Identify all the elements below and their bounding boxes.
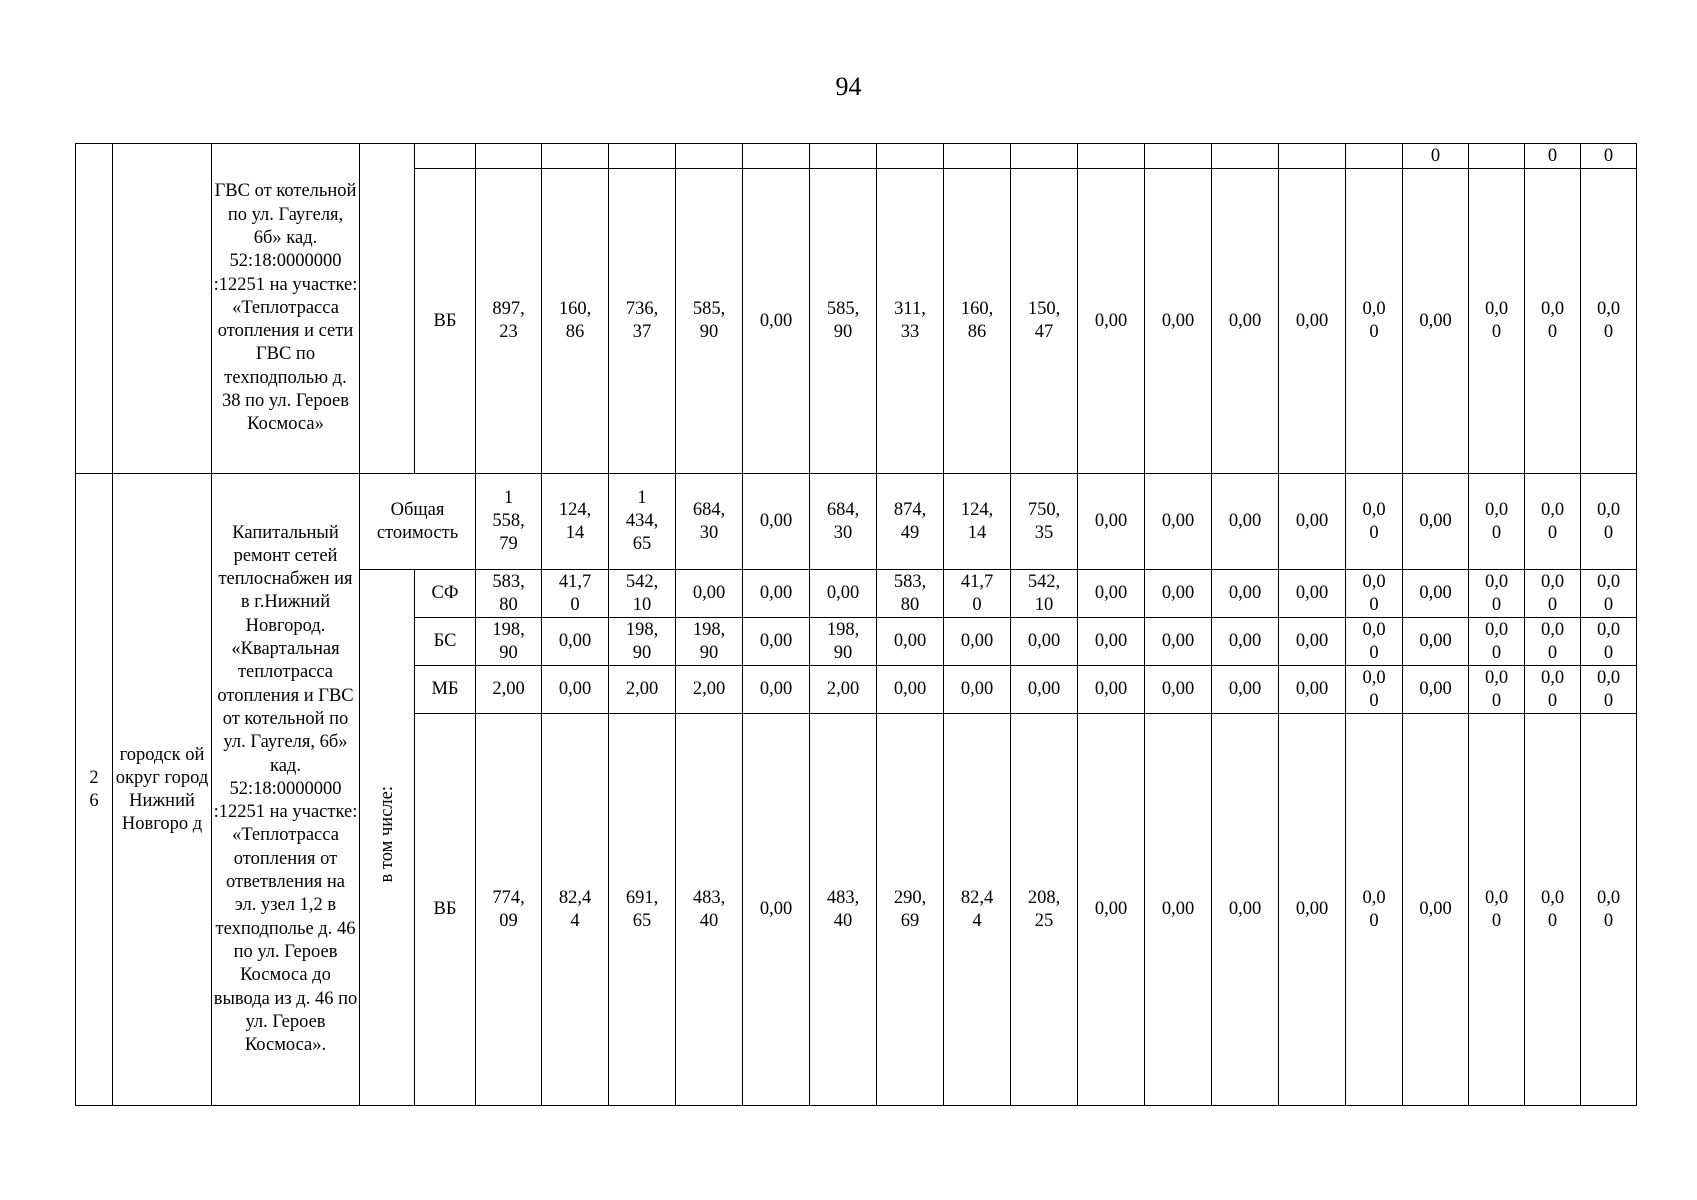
table-cell: 0,00 <box>542 666 609 714</box>
row-label-vb: ВБ <box>415 169 476 474</box>
table-cell: 124, 14 <box>542 474 609 570</box>
table-cell: 0,00 <box>1078 570 1145 618</box>
table-cell <box>810 144 877 169</box>
including-cell <box>360 570 415 1106</box>
table-cell <box>1011 144 1078 169</box>
budget-table <box>75 143 1637 1106</box>
table-cell: 0,0 0 <box>1581 570 1637 618</box>
table-cell: 0,0 0 <box>1525 714 1581 1106</box>
including-label: в том числе: <box>376 785 397 883</box>
table-cell: 0,0 0 <box>1469 666 1525 714</box>
table-cell: 0,0 0 <box>1346 474 1403 570</box>
table-cell: 684, 30 <box>676 474 743 570</box>
table-cell: 2,00 <box>810 666 877 714</box>
table-cell: 0,00 <box>743 618 810 666</box>
table-cell: 0,00 <box>743 714 810 1106</box>
table-cell: 483, 40 <box>810 714 877 1106</box>
table-cell: 736, 37 <box>609 169 676 474</box>
table-cell: 0,00 <box>743 474 810 570</box>
table-cell: 0,00 <box>1279 666 1346 714</box>
table-cell <box>542 144 609 169</box>
table-cell <box>877 144 944 169</box>
table-cell: 0,00 <box>743 666 810 714</box>
table-cell: 0,0 0 <box>1346 666 1403 714</box>
table-cell: 0,0 0 <box>1581 714 1637 1106</box>
table-cell: 0,00 <box>944 666 1011 714</box>
table-cell: 198, 90 <box>609 618 676 666</box>
table-cell: 0 <box>1525 144 1581 169</box>
page-number: 94 <box>835 72 862 101</box>
table-cell: 198, 90 <box>676 618 743 666</box>
table-cell: 0,00 <box>1145 714 1212 1106</box>
table-cell: 0,00 <box>1403 474 1469 570</box>
table-cell <box>476 144 542 169</box>
table-cell: 0,00 <box>1145 474 1212 570</box>
table-cell: 0,0 0 <box>1525 570 1581 618</box>
table-cell: 0,00 <box>743 570 810 618</box>
table-cell: 0,0 0 <box>1581 618 1637 666</box>
row-label-bs: БС <box>415 618 476 666</box>
table-cell: 2,00 <box>476 666 542 714</box>
row-label-sf: СФ <box>415 570 476 618</box>
table-cell: 0,00 <box>1403 714 1469 1106</box>
table-cell <box>1469 144 1525 169</box>
table-cell: 897, 23 <box>476 169 542 474</box>
table-cell: 0,00 <box>944 618 1011 666</box>
table-cell: 0,0 0 <box>1469 618 1525 666</box>
table-cell: 874, 49 <box>877 474 944 570</box>
table-cell: 0,0 0 <box>1525 618 1581 666</box>
table-cell: 198, 90 <box>810 618 877 666</box>
table-cell: 0,0 0 <box>1581 169 1637 474</box>
table-cell <box>1212 144 1279 169</box>
table-cell: 82,4 4 <box>542 714 609 1106</box>
table-cell: 41,7 0 <box>944 570 1011 618</box>
table-cell: 542, 10 <box>609 570 676 618</box>
table-cell: 0,00 <box>1011 666 1078 714</box>
table-cell: 0,00 <box>1212 474 1279 570</box>
table-cell: 0,00 <box>1212 570 1279 618</box>
table-cell: 0,00 <box>1403 570 1469 618</box>
table-cell: 41,7 0 <box>542 570 609 618</box>
table-cell: 684, 30 <box>810 474 877 570</box>
table-cell <box>1078 144 1145 169</box>
table-cell: 0,00 <box>542 618 609 666</box>
table-cell: 2,00 <box>676 666 743 714</box>
municipality-cell: городск ой округ город Нижний Новгоро д <box>113 474 212 1106</box>
row-number: 2 6 <box>76 474 113 1106</box>
table-cell: 1 434, 65 <box>609 474 676 570</box>
table-cell: 0,00 <box>1145 618 1212 666</box>
table-cell: 0,00 <box>877 618 944 666</box>
table-cell: 0,00 <box>1145 666 1212 714</box>
table-cell: 585, 90 <box>676 169 743 474</box>
table-cell: 483, 40 <box>676 714 743 1106</box>
table-cell: 0,00 <box>1078 666 1145 714</box>
table-cell: 160, 86 <box>542 169 609 474</box>
table-cell: 0,0 0 <box>1346 714 1403 1106</box>
table-cell: 0,00 <box>676 570 743 618</box>
table-cell: 2,00 <box>609 666 676 714</box>
table-cell: 0,00 <box>1403 169 1469 474</box>
description-cell: Капитальный ремонт сетей теплоснабжен ия в г.Нижний Новгород. «Квартальная теплотрасса отопления и ГВС от котельной по ул. Гаугеля, 6б» кад. 52:18:0000000 :12251 на участке: «Теплотрасса отопления от ответвления на эл. узел 1,2 в техподполье д. 46 по ул. Героев Космоса до вывода из д. 46 по ул. Героев Космоса». <box>212 474 360 1106</box>
table-cell: 150, 47 <box>1011 169 1078 474</box>
table-cell <box>1346 144 1403 169</box>
table-cell: 0,00 <box>1212 169 1279 474</box>
table-cell: 774, 09 <box>476 714 542 1106</box>
cont-description-cell: ГВС от котельной по ул. Гаугеля, 6б» кад. 52:18:0000000 :12251 на участке: «Теплотрасса отопления и сети ГВС по техподполью д. 38 по ул. Героев Космоса» <box>212 144 360 474</box>
table-cell: 0,00 <box>1145 570 1212 618</box>
continuation-row <box>76 144 1637 169</box>
table-cell: 0,00 <box>1279 169 1346 474</box>
table-cell: 208, 25 <box>1011 714 1078 1106</box>
table-cell: 0 <box>1403 144 1469 169</box>
table-cell <box>609 144 676 169</box>
table-cell: 0,00 <box>1078 474 1145 570</box>
table-cell: 542, 10 <box>1011 570 1078 618</box>
table-cell: 0,00 <box>1403 666 1469 714</box>
table-cell: 198, 90 <box>476 618 542 666</box>
cont-municipality-cell <box>113 144 212 474</box>
item26-total-row <box>76 474 1637 570</box>
table-cell: 0 <box>1581 144 1637 169</box>
table-cell: 0,00 <box>1011 618 1078 666</box>
table-cell: 0,00 <box>1212 714 1279 1106</box>
table-cell: 0,0 0 <box>1346 169 1403 474</box>
table-cell: 0,0 0 <box>1581 666 1637 714</box>
table-cell: 0,0 0 <box>1346 570 1403 618</box>
table-cell: 1 558, 79 <box>476 474 542 570</box>
cont-number-cell <box>76 144 113 474</box>
table-cell: 290, 69 <box>877 714 944 1106</box>
table-cell: 583, 80 <box>877 570 944 618</box>
table-cell <box>1145 144 1212 169</box>
table-cell: 0,00 <box>1279 714 1346 1106</box>
table-cell: 124, 14 <box>944 474 1011 570</box>
table-cell: 0,00 <box>743 169 810 474</box>
table-cell: 160, 86 <box>944 169 1011 474</box>
table-cell: 0,00 <box>1403 618 1469 666</box>
table-cell: 750, 35 <box>1011 474 1078 570</box>
table-cell <box>944 144 1011 169</box>
table-cell: 0,0 0 <box>1581 474 1637 570</box>
table-cell: 0,0 0 <box>1469 474 1525 570</box>
table-cell: 0,0 0 <box>1525 169 1581 474</box>
table-cell: 0,00 <box>877 666 944 714</box>
table-cell: 0,00 <box>1212 666 1279 714</box>
table-cell: 82,4 4 <box>944 714 1011 1106</box>
table-cell: 0,00 <box>1279 570 1346 618</box>
total-cost-label: Общая стоимость <box>360 474 476 570</box>
table-cell: 0,00 <box>1078 169 1145 474</box>
table-cell: 0,0 0 <box>1525 474 1581 570</box>
table-cell: 0,00 <box>810 570 877 618</box>
row-label-mb: МБ <box>415 666 476 714</box>
table-cell: 0,00 <box>1279 618 1346 666</box>
table-cell: 0,00 <box>1212 618 1279 666</box>
table-cell: 0,0 0 <box>1346 618 1403 666</box>
table-cell: 0,0 0 <box>1469 169 1525 474</box>
table-cell: 311, 33 <box>877 169 944 474</box>
table-cell: 691, 65 <box>609 714 676 1106</box>
cont-label-cell <box>415 144 476 169</box>
table-cell: 0,0 0 <box>1469 570 1525 618</box>
table-cell: 0,00 <box>1145 169 1212 474</box>
table-cell: 585, 90 <box>810 169 877 474</box>
table-cell: 0,00 <box>1279 474 1346 570</box>
table-cell: 0,0 0 <box>1525 666 1581 714</box>
cont-including-cell <box>360 144 415 474</box>
table-cell <box>743 144 810 169</box>
table-cell <box>676 144 743 169</box>
table-cell: 583, 80 <box>476 570 542 618</box>
table-cell <box>1279 144 1346 169</box>
table-cell: 0,00 <box>1078 714 1145 1106</box>
table-cell: 0,0 0 <box>1469 714 1525 1106</box>
row-label-vb: ВБ <box>415 714 476 1106</box>
table-cell: 0,00 <box>1078 618 1145 666</box>
